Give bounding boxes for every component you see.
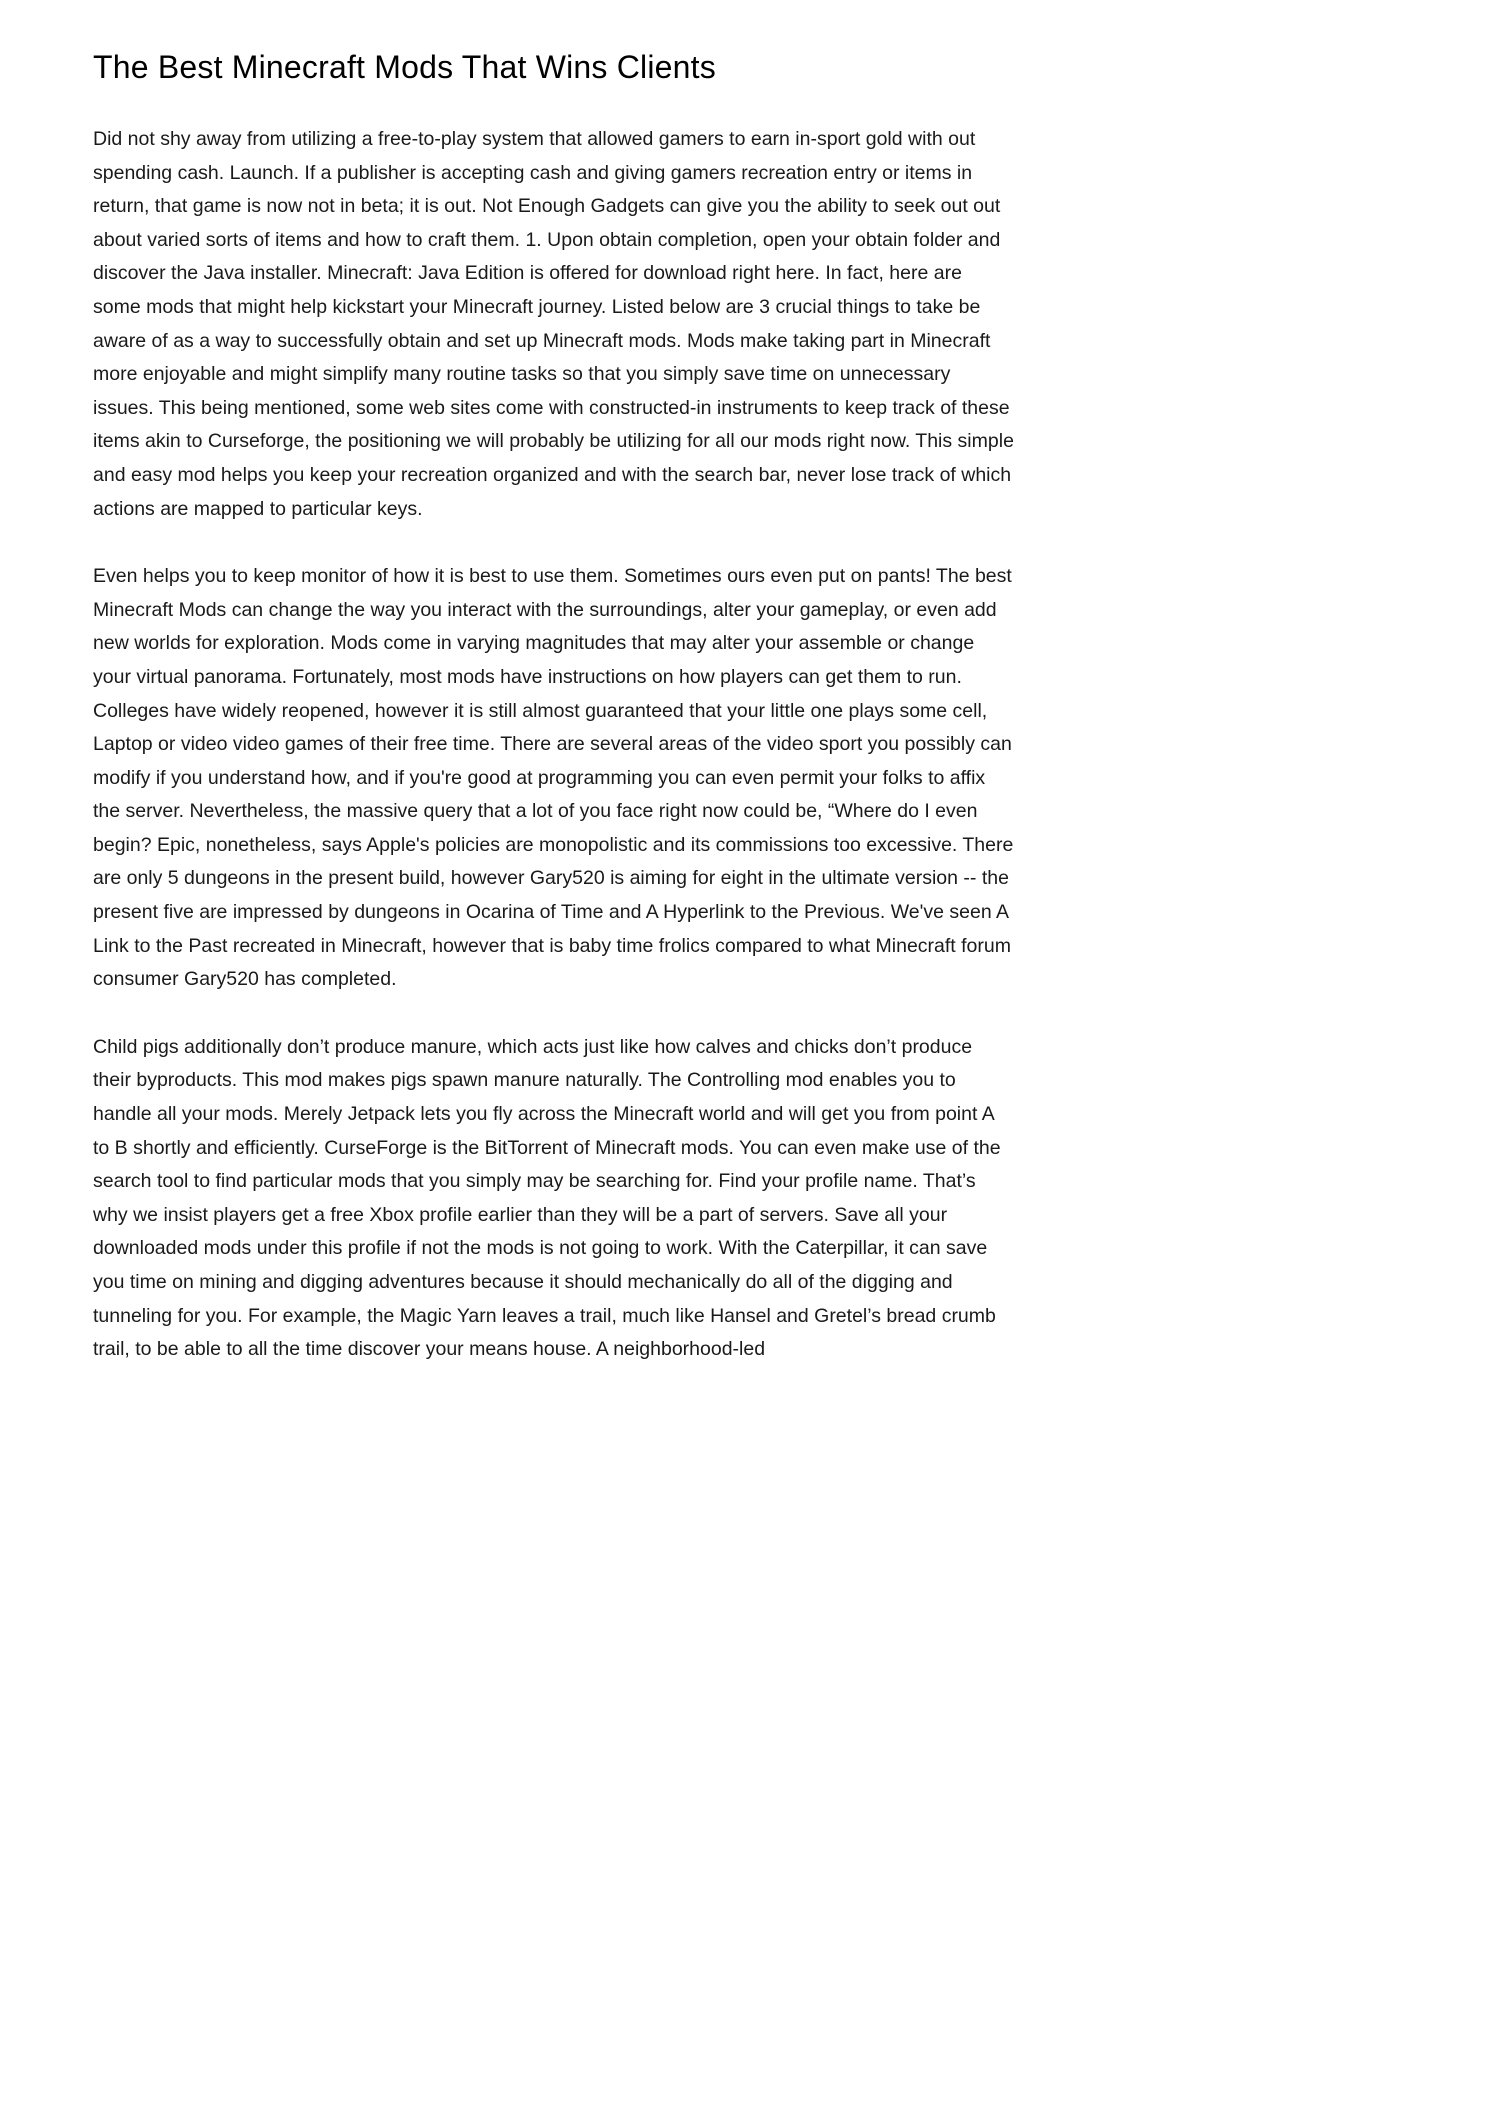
paragraph: Did not shy away from utilizing a free-to-play system that allowed gamers to earn in-sport gold with out spending cash. Launch. If a publisher is accepting cash and giving gamers recreation entry or items in return, that game is now not in beta; it is out. Not Enough Gadgets can give you the ability to seek out out about varied sorts of items and how to craft them. 1. Upon obtain completion, open your obtain folder and discover the Java installer. Minecraft: Java Edition is offered for download right here. In fact, here are some mods that might help kickstart your Minecraft journey. Listed below are 3 crucial things to take be aware of as a way to successfully obtain and set up Minecraft mods. Mods make taking part in Minecraft more enjoyable and might simplify many routine tasks so that you simply save time on unnecessary issues. This being mentioned, some web sites come with constructed-in instruments to keep track of these items akin to Curseforge, the positioning we will probably be utilizing for all our mods right now. This simple and easy mod helps you keep your recreation organized and with the search bar, never lose track of which actions are mapped to particular keys. (93, 128, 1014, 520)
page-title: The Best Minecraft Mods That Wins Clients (93, 49, 716, 85)
paragraph: Even helps you to keep monitor of how it is best to use them. Sometimes ours even put on pants! The best Minecraft Mods can change the way you interact with the surroundings, alter your gameplay, or even add new worlds for exploration. Mods come in varying magnitudes that may alter your assemble or change your virtual panorama. Fortunately, most mods have instructions on how players can get them to run. Colleges have widely reopened, however it is still almost guaranteed that your little one plays some cell, Laptop or video video games of their free time. There are several areas of the video sport you possibly can modify if you understand how, and if you're good at programming you can even permit your folks to affix the server. Nevertheless, the massive query that a lot of you face right now could be, “Where do I even begin? Epic, nonetheless, says Apple's policies are monopolistic and its commissions too excessive. There are only 5 dungeons in the present build, however Gary520 is aiming for eight in the ultimate version -- the present five are impressed by dungeons in Ocarina of Time and A Hyperlink to the Previous. We've seen A Link to the Past recreated in Minecraft, however that is baby time frolics compared to what Minecraft forum consumer Gary520 has completed. (93, 565, 1014, 991)
paragraph: Child pigs additionally don’t produce manure, which acts just like how calves and chicks don’t produce their byproducts. This mod makes pigs spawn manure naturally. The Controlling mod enables you to handle all your mods. Merely Jetpack lets you fly across the Minecraft world and will get you from point A to B shortly and efficiently. CurseForge is the BitTorrent of Minecraft mods. You can even make use of the search tool to find particular mods that you simply may be searching for. Find your profile name. That’s why we insist players get a free Xbox profile earlier than they will be a part of servers. Save all your downloaded mods under this profile if not the mods is not going to work. With the Caterpillar, it can save you time on mining and digging adventures because it should mechanically do all of the digging and tunneling for you. For example, the Magic Yarn leaves a trail, much like Hansel and Gretel’s bread crumb trail, to be able to all the time discover your means house. A neighborhood-led (93, 1035, 1001, 1361)
